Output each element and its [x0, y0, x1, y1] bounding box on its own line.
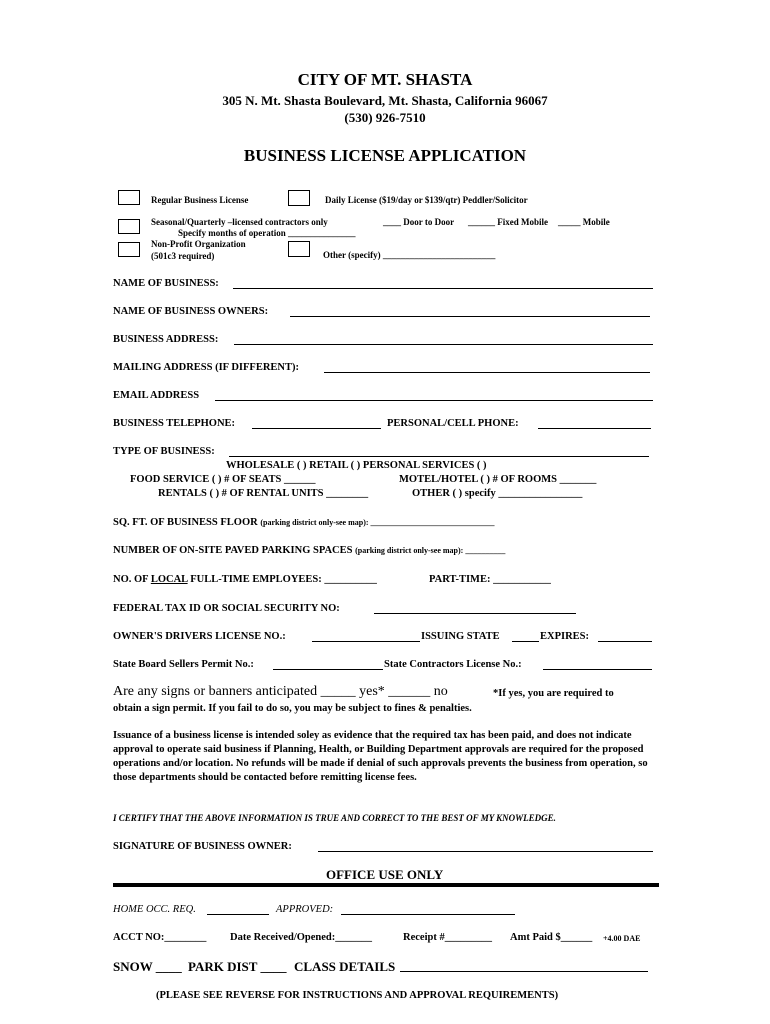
- amt-paid-field[interactable]: Amt Paid $______: [510, 932, 593, 943]
- sellers-permit-input[interactable]: [273, 669, 383, 670]
- fixed-mobile-option[interactable]: ______ Fixed Mobile: [468, 217, 548, 227]
- parking-label-text: NUMBER OF ON-SITE PAVED PARKING SPACES: [113, 545, 353, 556]
- certify-statement: I CERTIFY THAT THE ABOVE INFORMATION IS TRUE AND CORRECT TO THE BEST OF MY KNOWLEDGE.: [113, 813, 556, 823]
- dae-fee: +4.00 DAE: [603, 934, 641, 943]
- signs-question[interactable]: Are any signs or banners anticipated _____ yes* ______ no: [113, 684, 448, 699]
- email-label: EMAIL ADDRESS: [113, 390, 200, 401]
- office-divider: [113, 883, 659, 887]
- owners-input[interactable]: [290, 316, 650, 317]
- disclaimer-paragraph: Issuance of a business license is intended soley as evidence that the required tax has been paid, and does not indicate approval to operate said business if Planning, Health, or Building Department approvals are required for the proposed operations and/or location. No refunds will be made if denial of such approvals prevents the business from operation, so those departments should be contacted before remitting license fees.: [113, 730, 648, 783]
- daily-license-label: Daily License ($19/day or $139/qtr) Peddler/Solicitor: [325, 195, 528, 205]
- regular-license-label: Regular Business License: [151, 195, 249, 205]
- telephone-input[interactable]: [252, 428, 381, 429]
- door-to-door-option[interactable]: ____ Door to Door: [383, 217, 455, 227]
- city-address: 305 N. Mt. Shasta Boulevard, Mt. Shasta, California 96067: [222, 93, 548, 108]
- employees-prefix: NO. OF: [113, 574, 151, 585]
- sellers-permit-label: State Board Sellers Permit No.:: [113, 659, 254, 670]
- signs-note: *If yes, you are required to: [493, 688, 614, 699]
- other-checkbox[interactable]: [288, 241, 310, 257]
- employees-local: LOCAL: [150, 574, 188, 585]
- nonprofit-checkbox[interactable]: [118, 242, 140, 257]
- food-service-option[interactable]: FOOD SERVICE ( ) # OF SEATS ______: [130, 474, 316, 485]
- other-type-option[interactable]: OTHER ( ) specify ________________: [412, 488, 583, 499]
- issuing-state-input[interactable]: [512, 641, 539, 642]
- class-details-label: CLASS DETAILS: [294, 959, 396, 974]
- class-details-input[interactable]: [400, 971, 648, 972]
- mailing-address-input[interactable]: [324, 372, 650, 373]
- expires-input[interactable]: [598, 641, 652, 642]
- parking-input[interactable]: (parking district only-see map): __________: [355, 546, 506, 555]
- receipt-field[interactable]: Receipt #_________: [403, 932, 492, 943]
- business-address-label: BUSINESS ADDRESS:: [113, 334, 219, 345]
- rentals-option[interactable]: RENTALS ( ) # OF RENTAL UNITS ________: [158, 488, 369, 499]
- drivers-license-label: OWNER'S DRIVERS LICENSE NO.:: [113, 631, 286, 642]
- issuing-state-label: ISSUING STATE: [421, 631, 500, 642]
- type-of-business-label: TYPE OF BUSINESS:: [113, 446, 215, 457]
- signs-permit-warning: obtain a sign permit. If you fail to do so, you may be subject to fines & penalties.: [113, 703, 472, 714]
- approved-label: APPROVED:: [276, 904, 334, 915]
- snow-field[interactable]: SNOW ____: [113, 959, 182, 974]
- acct-no-field[interactable]: ACCT NO:________: [113, 932, 207, 943]
- email-input[interactable]: [215, 400, 653, 401]
- form-title: BUSINESS LICENSE APPLICATION: [243, 146, 527, 165]
- cell-phone-input[interactable]: [538, 428, 651, 429]
- mobile-option[interactable]: _____ Mobile: [558, 217, 610, 227]
- motel-option[interactable]: MOTEL/HOTEL ( ) # OF ROOMS _______: [399, 474, 597, 485]
- date-received-field[interactable]: Date Received/Opened:_______: [230, 932, 373, 943]
- nonprofit-requirement: (501c3 required): [151, 251, 215, 261]
- seasonal-license-checkbox[interactable]: [118, 219, 140, 234]
- sqft-input[interactable]: (parking district only-see map): _______________________________: [260, 518, 495, 527]
- employees-suffix: FULL-TIME EMPLOYEES: __________: [187, 574, 377, 585]
- parking-label: [113, 545, 505, 556]
- footer-note: (PLEASE SEE REVERSE FOR INSTRUCTIONS AND APPROVAL REQUIREMENTS): [156, 990, 559, 1001]
- business-type-options-row1[interactable]: WHOLESALE ( ) RETAIL ( ) PERSONAL SERVICES ( ): [226, 460, 487, 471]
- cell-phone-label: PERSONAL/CELL PHONE:: [387, 418, 519, 429]
- drivers-license-input[interactable]: [312, 641, 420, 642]
- home-occ-input[interactable]: [207, 914, 269, 915]
- regular-license-checkbox[interactable]: [118, 190, 140, 205]
- owners-label: NAME OF BUSINESS OWNERS:: [113, 306, 269, 317]
- type-of-business-input[interactable]: [229, 456, 649, 457]
- city-phone: (530) 926-7510: [344, 110, 426, 125]
- mailing-address-label: MAILING ADDRESS (IF DIFFERENT):: [113, 362, 300, 373]
- sqft-label: [113, 517, 495, 528]
- telephone-label: BUSINESS TELEPHONE:: [113, 418, 236, 429]
- daily-license-checkbox[interactable]: [288, 190, 310, 206]
- home-occ-label: HOME OCC. REQ.: [113, 904, 196, 915]
- signature-label: SIGNATURE OF BUSINESS OWNER:: [113, 841, 292, 852]
- contractors-license-input[interactable]: [543, 669, 652, 670]
- city-title: CITY OF MT. SHASTA: [297, 70, 473, 89]
- tax-id-label: FEDERAL TAX ID OR SOCIAL SECURITY NO:: [113, 603, 340, 614]
- approved-input[interactable]: [341, 914, 515, 915]
- business-address-input[interactable]: [234, 344, 653, 345]
- seasonal-license-label: Seasonal/Quarterly –licensed contractors only: [151, 217, 328, 227]
- name-of-business-input[interactable]: [233, 288, 653, 289]
- contractors-license-label: State Contractors License No.:: [384, 659, 522, 670]
- name-of-business-label: NAME OF BUSINESS:: [113, 278, 219, 289]
- seasonal-months-field[interactable]: Specify months of operation _______________: [178, 228, 356, 238]
- signature-input[interactable]: [318, 851, 653, 852]
- expires-label: EXPIRES:: [540, 631, 590, 642]
- other-specify-field[interactable]: Other (specify) _________________________: [323, 250, 496, 260]
- employees-label[interactable]: [113, 574, 377, 585]
- nonprofit-label: Non-Profit Organization: [151, 239, 246, 249]
- office-use-title: OFFICE USE ONLY: [326, 867, 444, 882]
- sqft-label-text: SQ. FT. OF BUSINESS FLOOR: [113, 517, 258, 528]
- part-time-field[interactable]: PART-TIME: ___________: [429, 574, 551, 585]
- tax-id-input[interactable]: [374, 613, 576, 614]
- park-dist-field[interactable]: PARK DIST ____: [188, 959, 287, 974]
